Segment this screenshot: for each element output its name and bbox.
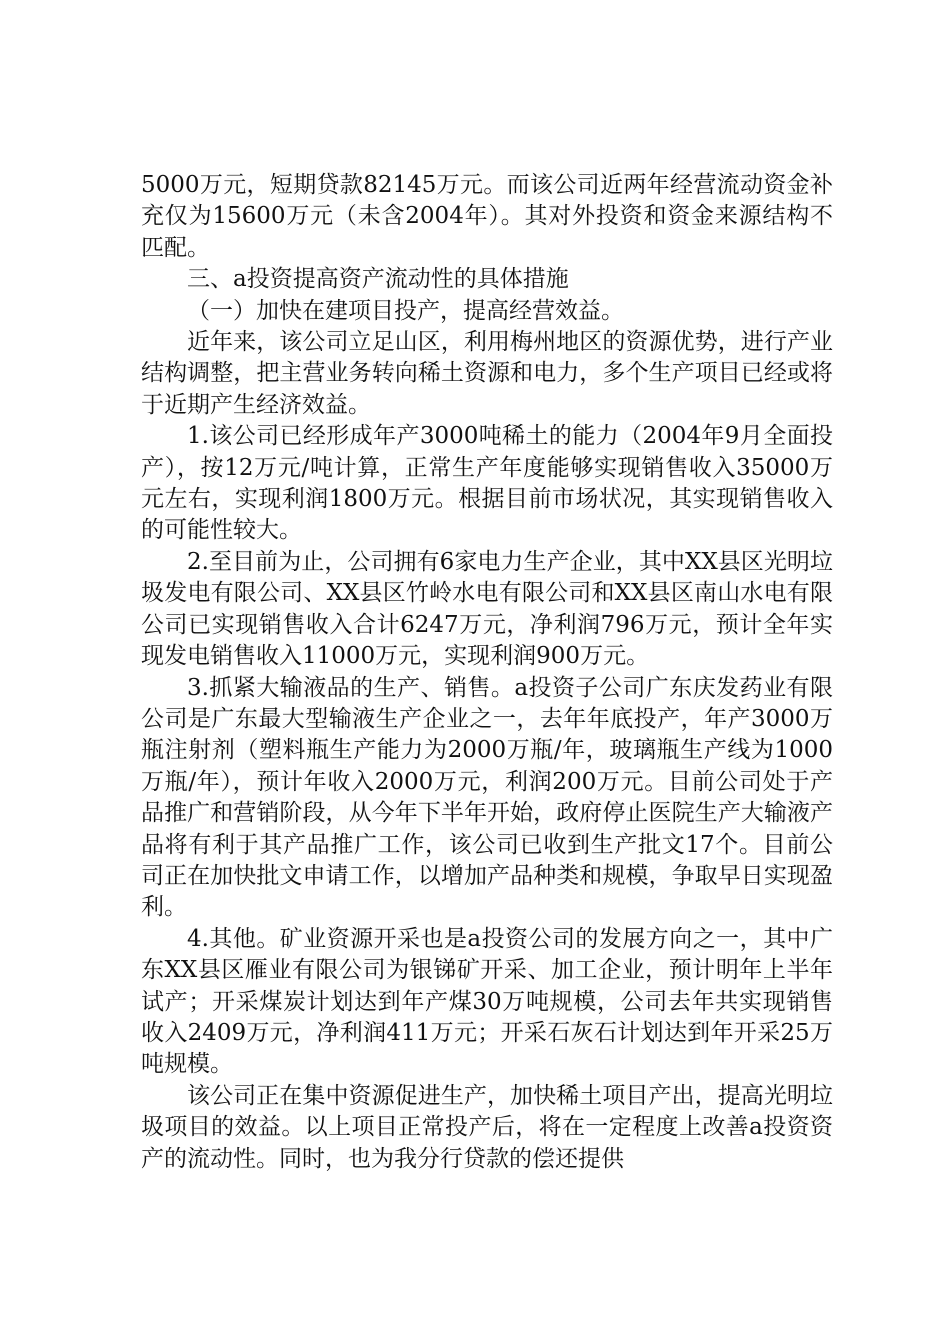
list-item-3: 3.抓紧大输液品的生产、销售。a投资子公司广东庆发药业有限公司是广东最大型输液生产企业之一，去年年底投产，年产3000万瓶注射剂（塑料瓶生产能力为2000万瓶/年，玻璃瓶生产线为1000万瓶/年），预计年收入2000万元，利润200万元。目前公司处于产品推广和营销阶段，从今年下半年开始，政府停止医院生产大输液产品将有利于其产品推广工作，该公司已收到生产批文17个。目前公司正在加快批文申请工作，以增加产品种类和规模，争取早日实现盈利。 bbox=[141, 674, 833, 921]
paragraph-intro: 近年来，该公司立足山区，利用梅州地区的资源优势，进行产业结构调整，把主营业务转向稀土资源和电力，多个生产项目已经或将于近期产生经济效益。 bbox=[141, 329, 833, 418]
subsection-heading-1: （一）加快在建项目投产，提高经营效益。 bbox=[187, 297, 624, 324]
document-body bbox=[141, 170, 833, 1175]
section-heading-3: 三、a投资提高资产流动性的具体措施 bbox=[187, 266, 569, 293]
paragraph-summary: 该公司正在集中资源促进生产，加快稀土项目产出，提高光明垃圾项目的效益。以上项目正常投产后，将在一定程度上改善a投资资产的流动性。同时，也为我分行贷款的偿还提供 bbox=[141, 1082, 833, 1172]
list-item-4: 4.其他。矿业资源开采也是a投资公司的发展方向之一，其中广东XX县区雁业有限公司为银锑矿开采、加工企业，预计明年上半年试产；开采煤炭计划达到年产煤30万吨规模，公司去年共实现销售收入2409万元，净利润411万元；开采石灰石计划达到年开采25万吨规模。 bbox=[141, 925, 833, 1078]
list-item-2: 2.至目前为止，公司拥有6家电力生产企业，其中XX县区光明垃圾发电有限公司、XX县区竹岭水电有限公司和XX县区南山水电有限公司已实现销售收入合计6247万元，净利润796万元，预计全年实现发电销售收入11000万元，实现利润900万元。 bbox=[141, 548, 833, 670]
paragraph-continuation: 5000万元，短期贷款82145万元。而该公司近两年经营流动资金补充仅为15600万元（未含2004年）。其对外投资和资金来源结构不匹配。 bbox=[141, 172, 833, 261]
list-item-1: 1.该公司已经形成年产3000吨稀土的能力（2004年9月全面投产），按12万元/吨计算，正常生产年度能够实现销售收入35000万元左右，实现利润1800万元。根据目前市场状况，其实现销售收入的可能性较大。 bbox=[141, 423, 833, 544]
